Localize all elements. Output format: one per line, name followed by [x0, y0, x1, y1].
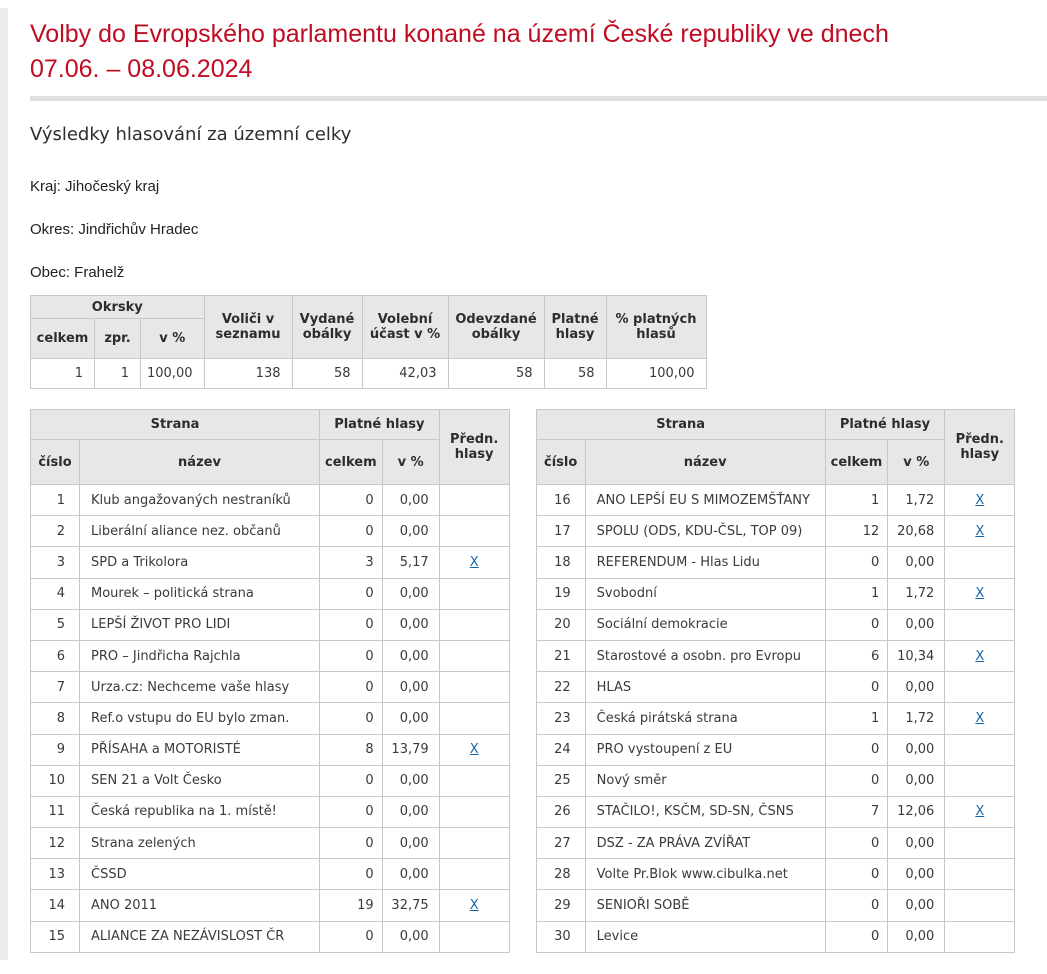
pct-platnych-value: 100,00: [606, 359, 706, 389]
party-row: [536, 859, 1015, 890]
results-subtitle: Výsledky hlasování za územní celky: [30, 124, 352, 145]
party-name: Svobodní: [585, 578, 825, 609]
pref-votes-link[interactable]: X: [469, 554, 479, 570]
pref-votes-cell: [439, 796, 509, 827]
party-name: LEPŠÍ ŽIVOT PRO LIDI: [80, 609, 320, 640]
votes-percent: 0,00: [888, 672, 945, 703]
main-content: [8, 0, 1047, 953]
pref-votes-cell: [439, 765, 509, 796]
party-row: [536, 796, 1015, 827]
pref-votes-cell: [945, 734, 1015, 765]
votes-total: 0: [320, 516, 383, 547]
votes-total: 0: [825, 890, 888, 921]
party-number: 1: [31, 485, 80, 516]
pref-votes-cell: [439, 485, 509, 516]
header-platne-hlasy: Platné hlasy: [544, 296, 606, 359]
pref-votes-cell: [439, 547, 509, 578]
party-number: 6: [31, 640, 80, 671]
header-platne-hlasy: Platné hlasy: [320, 410, 440, 440]
party-number: 21: [536, 640, 585, 671]
votes-percent: 0,00: [382, 516, 439, 547]
party-row: [31, 578, 510, 609]
party-number: 25: [536, 765, 585, 796]
party-name: Levice: [585, 921, 825, 952]
votes-total: 0: [320, 828, 383, 859]
votes-percent: 0,00: [888, 859, 945, 890]
header-vydane-obalky: Vydané obálky: [292, 296, 362, 359]
party-number: 7: [31, 672, 80, 703]
pref-votes-cell: [439, 516, 509, 547]
party-name: Nový směr: [585, 765, 825, 796]
pref-votes-cell: [945, 796, 1015, 827]
header-odevzdane-obalky: Odevzdané obálky: [448, 296, 544, 359]
pref-votes-cell: [945, 485, 1015, 516]
pref-votes-cell: [439, 921, 509, 952]
votes-percent: 0,00: [888, 609, 945, 640]
votes-total: 0: [825, 609, 888, 640]
party-name: SPD a Trikolora: [80, 547, 320, 578]
party-name: Volte Pr.Blok www.cibulka.net: [585, 859, 825, 890]
party-row: [31, 703, 510, 734]
party-row: [31, 796, 510, 827]
header-volebni-ucast: Volební účast v %: [362, 296, 448, 359]
votes-percent: 0,00: [382, 703, 439, 734]
pref-votes-link[interactable]: X: [975, 523, 985, 539]
votes-percent: 0,00: [382, 640, 439, 671]
votes-total: 3: [320, 547, 383, 578]
party-name: HLAS: [585, 672, 825, 703]
party-row: [536, 516, 1015, 547]
party-name: Sociální demokracie: [585, 609, 825, 640]
votes-total: 8: [320, 734, 383, 765]
party-name: ČSSD: [80, 859, 320, 890]
header-okrsky-zpr: zpr.: [95, 319, 141, 359]
okrsky-vpct-value: 100,00: [141, 359, 205, 389]
votes-total: 7: [825, 796, 888, 827]
party-row: [536, 578, 1015, 609]
party-table-left: [30, 409, 510, 953]
party-table-right: [536, 409, 1016, 953]
party-name: ANO LEPŠÍ EU S MIMOZEMŠŤANY: [585, 485, 825, 516]
region-kraj: Kraj: Jihočeský kraj: [30, 178, 160, 195]
pref-votes-cell: [945, 672, 1015, 703]
region-okres: Okres: Jindřichův Hradec: [30, 221, 199, 238]
party-name: Mourek – politická strana: [80, 578, 320, 609]
votes-total: 0: [320, 921, 383, 952]
party-number: 17: [536, 516, 585, 547]
votes-percent: 0,00: [382, 578, 439, 609]
votes-percent: 0,00: [888, 890, 945, 921]
votes-percent: 0,00: [888, 765, 945, 796]
region-obec: Obec: Frahelž: [30, 264, 125, 281]
party-name: DSZ - ZA PRÁVA ZVÍŘAT: [585, 828, 825, 859]
votes-total: 0: [320, 703, 383, 734]
header-nazev: název: [80, 440, 320, 485]
page-edge-strip: [0, 8, 8, 960]
party-name: STAČILO!, KSČM, SD-SN, ČSNS: [585, 796, 825, 827]
pref-votes-cell: [945, 547, 1015, 578]
pref-votes-cell: [439, 672, 509, 703]
party-name: Ref.o vstupu do EU bylo zman.: [80, 703, 320, 734]
header-cislo: číslo: [536, 440, 585, 485]
pref-votes-cell: [945, 609, 1015, 640]
party-row: [536, 890, 1015, 921]
votes-percent: 0,00: [888, 921, 945, 952]
party-name: Klub angažovaných nestraníků: [80, 485, 320, 516]
votes-percent: 0,00: [382, 859, 439, 890]
pref-votes-cell: [945, 890, 1015, 921]
party-number: 30: [536, 921, 585, 952]
odevzdane-value: 58: [448, 359, 544, 389]
party-row: [536, 921, 1015, 952]
pref-votes-link[interactable]: X: [469, 742, 479, 758]
pref-votes-cell: [439, 609, 509, 640]
votes-percent: 20,68: [888, 516, 945, 547]
header-cislo: číslo: [31, 440, 80, 485]
pref-votes-cell: [945, 859, 1015, 890]
party-number: 18: [536, 547, 585, 578]
party-name: SEN 21 a Volt Česko: [80, 765, 320, 796]
votes-percent: 13,79: [382, 734, 439, 765]
page-title-line1: Volby do Evropského parlamentu konané na území České republiky ve dnech: [30, 20, 889, 48]
header-vpct: v %: [888, 440, 945, 485]
summary-row: [31, 359, 707, 389]
votes-total: 0: [825, 828, 888, 859]
votes-total: 0: [320, 485, 383, 516]
header-strana: Strana: [536, 410, 825, 440]
votes-percent: 32,75: [382, 890, 439, 921]
party-name: Česká pirátská strana: [585, 703, 825, 734]
pref-votes-cell: [945, 640, 1015, 671]
pref-votes-cell: [945, 516, 1015, 547]
party-row: [31, 640, 510, 671]
header-pct-platnych: % platných hlasů: [606, 296, 706, 359]
party-number: 2: [31, 516, 80, 547]
party-name: PŘÍSAHA a MOTORISTÉ: [80, 734, 320, 765]
party-number: 4: [31, 578, 80, 609]
header-okrsky: Okrsky: [31, 296, 205, 319]
party-row: [536, 672, 1015, 703]
pref-votes-cell: [439, 828, 509, 859]
pref-votes-cell: [945, 765, 1015, 796]
pref-votes-cell: [439, 640, 509, 671]
party-number: 28: [536, 859, 585, 890]
header-okrsky-celkem: celkem: [31, 319, 95, 359]
pref-votes-cell: [439, 578, 509, 609]
platne-value: 58: [544, 359, 606, 389]
pref-votes-cell: [945, 828, 1015, 859]
turnout-summary-table: [30, 295, 707, 389]
party-row: [536, 765, 1015, 796]
party-row: [536, 609, 1015, 640]
party-tables-container: [30, 409, 1047, 953]
party-number: 16: [536, 485, 585, 516]
party-row: [536, 485, 1015, 516]
pref-votes-cell: [439, 703, 509, 734]
ucast-value: 42,03: [362, 359, 448, 389]
votes-total: 0: [825, 765, 888, 796]
party-number: 19: [536, 578, 585, 609]
party-name: ANO 2011: [80, 890, 320, 921]
party-name: Strana zelených: [80, 828, 320, 859]
party-row: [31, 516, 510, 547]
okrsky-zpr-value: 1: [95, 359, 141, 389]
header-predn-hlasy: Předn. hlasy: [945, 410, 1015, 485]
pref-votes-cell: [439, 859, 509, 890]
votes-percent: 0,00: [382, 672, 439, 703]
votes-percent: 0,00: [382, 828, 439, 859]
party-number: 10: [31, 765, 80, 796]
party-row: [31, 485, 510, 516]
header-volici-v-seznamu: Voliči v seznamu: [204, 296, 292, 359]
party-name: Starostové a osobn. pro Evropu: [585, 640, 825, 671]
votes-percent: 5,17: [382, 547, 439, 578]
party-row: [31, 734, 510, 765]
votes-total: 1: [825, 485, 888, 516]
header-platne-hlasy: Platné hlasy: [825, 410, 945, 440]
party-row: [536, 703, 1015, 734]
votes-total: 0: [320, 765, 383, 796]
pref-votes-link[interactable]: X: [975, 804, 985, 820]
party-name: Urza.cz: Nechceme vaše hlasy: [80, 672, 320, 703]
votes-total: 1: [825, 578, 888, 609]
votes-total: 0: [825, 859, 888, 890]
party-number: 20: [536, 609, 585, 640]
party-row: [31, 890, 510, 921]
party-row: [536, 828, 1015, 859]
party-number: 5: [31, 609, 80, 640]
party-number: 12: [31, 828, 80, 859]
party-number: 8: [31, 703, 80, 734]
party-row: [31, 765, 510, 796]
party-name: SENIOŘI SOBĚ: [585, 890, 825, 921]
pref-votes-link[interactable]: X: [975, 586, 985, 602]
votes-percent: 0,00: [888, 547, 945, 578]
vydane-value: 58: [292, 359, 362, 389]
volici-value: 138: [204, 359, 292, 389]
votes-total: 0: [825, 921, 888, 952]
votes-percent: 1,72: [888, 703, 945, 734]
pref-votes-cell: [945, 578, 1015, 609]
page-title-line2: 07.06. – 08.06.2024: [30, 55, 253, 83]
votes-percent: 0,00: [382, 485, 439, 516]
party-number: 9: [31, 734, 80, 765]
title-divider: [30, 96, 1047, 101]
votes-total: 0: [320, 796, 383, 827]
votes-total: 0: [320, 640, 383, 671]
votes-percent: 0,00: [382, 921, 439, 952]
party-number: 27: [536, 828, 585, 859]
party-row: [31, 859, 510, 890]
party-name: REFERENDUM - Hlas Lidu: [585, 547, 825, 578]
party-number: 11: [31, 796, 80, 827]
votes-percent: 12,06: [888, 796, 945, 827]
okrsky-celkem-value: 1: [31, 359, 95, 389]
pref-votes-cell: [439, 890, 509, 921]
party-row: [536, 734, 1015, 765]
pref-votes-cell: [945, 921, 1015, 952]
header-okrsky-vpct: v %: [141, 319, 205, 359]
header-nazev: název: [585, 440, 825, 485]
page-title: [30, 0, 1047, 87]
party-row: [31, 921, 510, 952]
votes-total: 0: [320, 859, 383, 890]
votes-total: 0: [320, 609, 383, 640]
votes-percent: 0,00: [888, 734, 945, 765]
party-name: Liberální aliance nez. občanů: [80, 516, 320, 547]
party-number: 14: [31, 890, 80, 921]
party-row: [31, 609, 510, 640]
party-row: [31, 547, 510, 578]
party-row: [31, 672, 510, 703]
header-vpct: v %: [382, 440, 439, 485]
votes-percent: 0,00: [382, 765, 439, 796]
votes-total: 12: [825, 516, 888, 547]
votes-percent: 0,00: [382, 796, 439, 827]
party-name: ALIANCE ZA NEZÁVISLOST ČR: [80, 921, 320, 952]
votes-percent: 10,34: [888, 640, 945, 671]
party-name: Česká republika na 1. místě!: [80, 796, 320, 827]
header-celkem: celkem: [825, 440, 888, 485]
votes-total: 0: [320, 578, 383, 609]
votes-percent: 0,00: [888, 828, 945, 859]
votes-total: 19: [320, 890, 383, 921]
party-name: PRO vystoupení z EU: [585, 734, 825, 765]
party-row: [536, 640, 1015, 671]
pref-votes-link[interactable]: X: [975, 648, 985, 664]
party-number: 3: [31, 547, 80, 578]
votes-percent: 1,72: [888, 485, 945, 516]
party-number: 13: [31, 859, 80, 890]
party-name: PRO – Jindřicha Rajchla: [80, 640, 320, 671]
party-row: [536, 547, 1015, 578]
votes-percent: 0,00: [382, 609, 439, 640]
votes-total: 6: [825, 640, 888, 671]
party-name: SPOLU (ODS, KDU-ČSL, TOP 09): [585, 516, 825, 547]
party-row: [31, 828, 510, 859]
votes-percent: 1,72: [888, 578, 945, 609]
party-number: 29: [536, 890, 585, 921]
party-number: 22: [536, 672, 585, 703]
party-number: 26: [536, 796, 585, 827]
votes-total: 1: [825, 703, 888, 734]
pref-votes-cell: [439, 734, 509, 765]
votes-total: 0: [825, 672, 888, 703]
votes-total: 0: [825, 547, 888, 578]
pref-votes-link[interactable]: X: [975, 710, 985, 726]
party-number: 15: [31, 921, 80, 952]
votes-total: 0: [320, 672, 383, 703]
header-celkem: celkem: [320, 440, 383, 485]
pref-votes-link[interactable]: X: [469, 898, 479, 914]
votes-total: 0: [825, 734, 888, 765]
pref-votes-link[interactable]: X: [975, 492, 985, 508]
party-number: 23: [536, 703, 585, 734]
pref-votes-cell: [945, 703, 1015, 734]
party-number: 24: [536, 734, 585, 765]
header-predn-hlasy: Předn. hlasy: [439, 410, 509, 485]
header-strana: Strana: [31, 410, 320, 440]
